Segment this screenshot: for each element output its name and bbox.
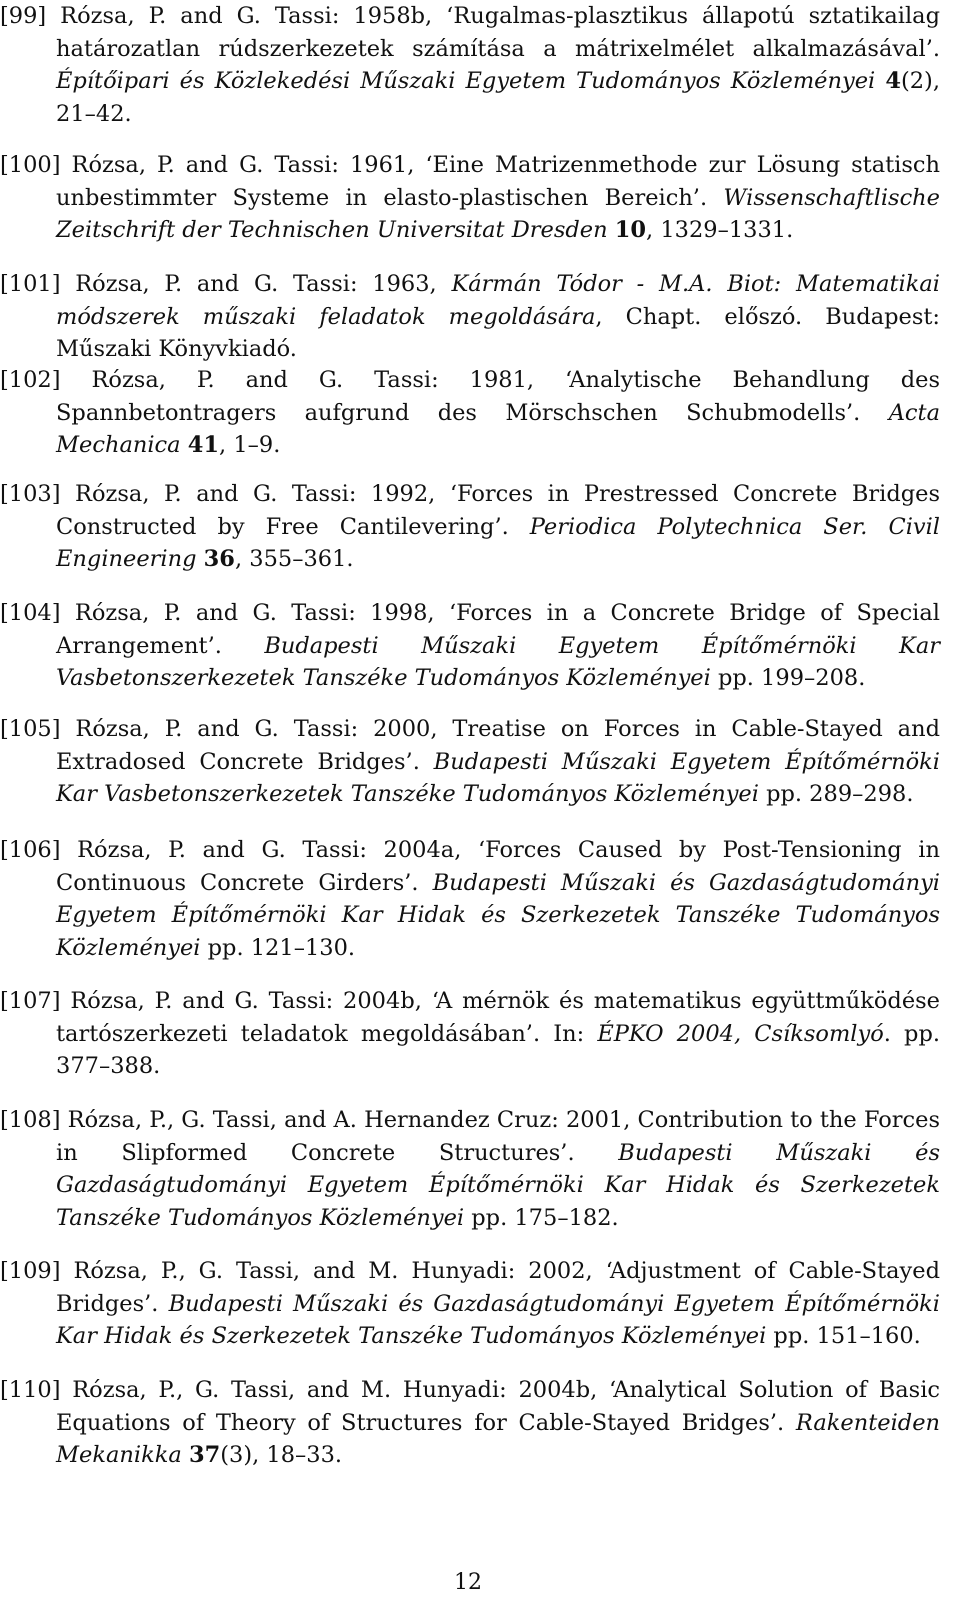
reference-text: pp. 151–160. xyxy=(766,1323,921,1350)
reference-volume: 41 xyxy=(187,432,220,459)
reference-text xyxy=(196,546,203,572)
reference-text: [107] Rózsa, P. and G. Tassi: 2004b, ‘A mérnök és matematikus együttműködése tartószerkezeti teladatok megoldásában’. In: xyxy=(0,988,940,1047)
reference-volume: 37 xyxy=(188,1442,221,1469)
reference-text: pp. 121–130. xyxy=(200,934,356,961)
reference-text: [104] Rózsa, P. and G. Tassi: 1998, ‘Forces in a Concrete Bridge of Special Arrangement’. xyxy=(0,600,940,659)
reference-text: [110] Rózsa, P., G. Tassi, and M. Hunyadi: 2004b, ‘Analytical Solution of Basic Equations of Theory of Structures for Cable-Stayed Bridges’. xyxy=(0,1377,940,1436)
reference-entry xyxy=(0,597,940,695)
reference-source-title: Budapesti Műszaki és Gazdaságtudományi Egyetem Építőmérnöki Kar Hidak és Szerkezetek Tanszéke Tudományos Közleményei xyxy=(56,1139,940,1231)
reference-text: [101] Rózsa, P. and G. Tassi: 1963, xyxy=(0,271,452,297)
reference-text xyxy=(875,68,885,94)
reference-text: [108] Rózsa, P., G. Tassi, and A. Hernandez Cruz: 2001, Contribution to the Forces in Slipformed Concrete Structures’. xyxy=(0,1107,940,1166)
reference-volume: 10 xyxy=(614,217,647,244)
reference-text: pp. 199–208. xyxy=(710,665,866,692)
reference-entry xyxy=(0,834,940,964)
reference-text: (3), 18–33. xyxy=(220,1442,343,1469)
reference-text: , 1329–1331. xyxy=(646,217,794,244)
reference-volume: 4 xyxy=(885,68,901,95)
reference-text: [102] Rózsa, P. and G. Tassi: 1981, ‘Analytische Behandlung des Spannbetontragers aufgrund des Mörschschen Schubmodells’. xyxy=(0,367,940,426)
reference-source-title: Periodica Polytechnica Ser. Civil Engineering xyxy=(56,513,941,573)
reference-source-title: Budapesti Műszaki és Gazdaságtudományi Egyetem Építőmérnöki Kar Hidak és Szerkezetek Tanszéke Tudományos Közleményei xyxy=(56,869,940,961)
reference-text: [100] Rózsa, P. and G. Tassi: 1961, ‘Eine Matrizenmethode zur Lösung statisch unbestimmter Systeme in elasto-plastischen Bereich’. xyxy=(0,152,940,211)
reference-source-title: Budapesti Műszaki Egyetem Építőmérnöki Kar Vasbetonszerkezetek Tanszéke Tudományos Közleményei xyxy=(56,632,940,692)
reference-source-title: Wissenschaftlische Zeitschrift der Technischen Universitat Dresden xyxy=(56,184,940,244)
reference-text: pp. 175–182. xyxy=(464,1204,619,1231)
reference-entry xyxy=(0,0,940,130)
reference-entry xyxy=(0,1255,940,1353)
reference-source-title: Acta Mechanica xyxy=(56,399,940,459)
reference-source-title: Budapesti Műszaki Egyetem Építőmérnöki Kar Vasbetonszerkezetek Tanszéke Tudományos Közleményei xyxy=(56,748,940,808)
reference-entry xyxy=(0,149,940,247)
page-number: 12 xyxy=(454,1570,482,1595)
reference-volume: 36 xyxy=(203,546,235,573)
reference-entry xyxy=(0,1374,940,1472)
reference-source-title: Rakenteiden Mekanikka xyxy=(56,1409,940,1469)
reference-text: [103] Rózsa, P. and G. Tassi: 1992, ‘Forces in Prestressed Concrete Bridges Constructed by Free Cantilevering’. xyxy=(0,481,940,540)
reference-text xyxy=(608,217,615,243)
reference-entry xyxy=(0,985,940,1083)
reference-text: , 355–361. xyxy=(234,546,354,573)
reference-text: . pp. 377–388. xyxy=(56,1020,941,1080)
reference-text: [105] Rózsa, P. and G. Tassi: 2000, Treatise on Forces in Cable-Stayed and Extradosed Concrete Bridges’. xyxy=(0,716,940,775)
reference-entry xyxy=(0,713,940,811)
reference-entry xyxy=(0,1104,940,1234)
reference-source-title: Budapesti Műszaki és Gazdaságtudományi Egyetem Építőmérnöki Kar Hidak és Szerkezetek Tanszéke Tudományos Közleményei xyxy=(56,1290,940,1350)
reference-text: (2), 21–42. xyxy=(56,68,940,127)
reference-text: , Chapt. előszó. Budapest: Műszaki Könyvkiadó. xyxy=(56,303,940,363)
reference-source-title: Építőipari és Közlekedési Műszaki Egyetem Tudományos Közleményei xyxy=(56,68,876,95)
reference-text xyxy=(182,1442,189,1468)
reference-source-title: Kármán Tódor - M.A. Biot: Matematikai módszerek műszaki feladatok megoldására xyxy=(56,271,940,330)
reference-text: , 1–9. xyxy=(219,432,281,459)
reference-text: [106] Rózsa, P. and G. Tassi: 2004a, ‘Forces Caused by Post-Tensioning in Continuous Concrete Girders’. xyxy=(0,837,940,896)
reference-text: pp. 289–298. xyxy=(758,781,914,808)
reference-entry xyxy=(0,364,940,462)
reference-text: [99] Rózsa, P. and G. Tassi: 1958b, ‘Rugalmas-plasztikus állapotú sztatikailag határozatlan rúdszerkezetek számítása a mátrixelmélet alkalmazásával’. xyxy=(0,3,940,62)
reference-entry xyxy=(0,268,940,366)
reference-text xyxy=(181,432,188,458)
reference-entry xyxy=(0,478,940,576)
reference-source-title: ÉPKO 2004, Csíksomlyó xyxy=(597,1020,884,1047)
reference-text: [109] Rózsa, P., G. Tassi, and M. Hunyadi: 2002, ‘Adjustment of Cable-Stayed Bridges’. xyxy=(0,1258,940,1317)
